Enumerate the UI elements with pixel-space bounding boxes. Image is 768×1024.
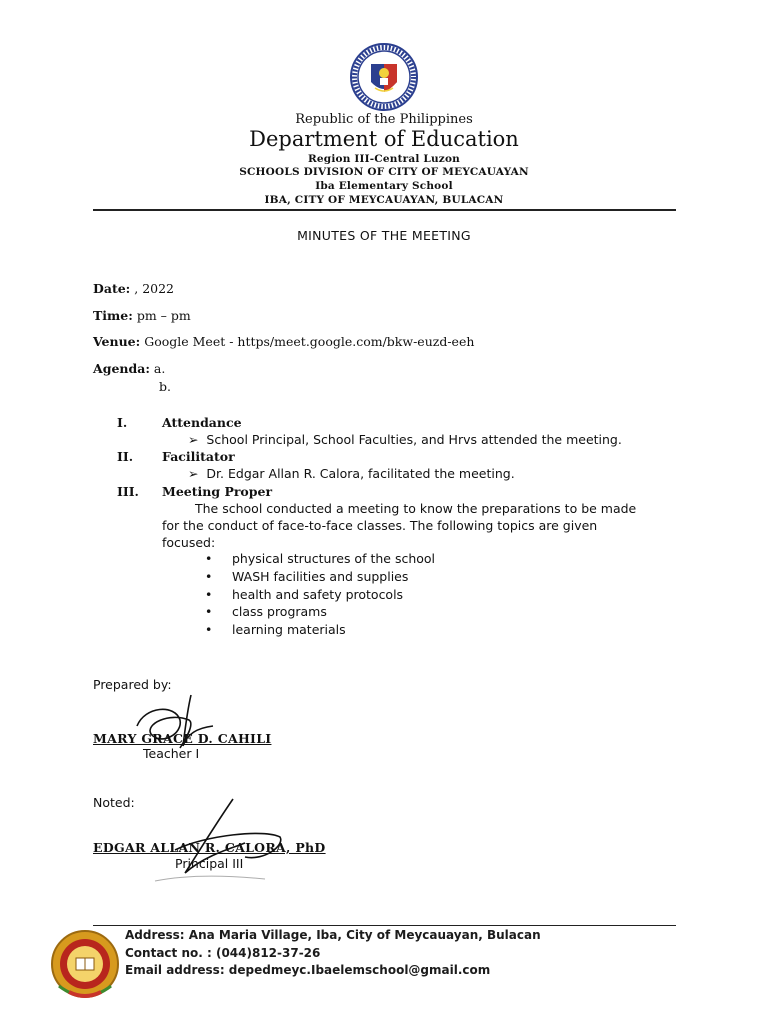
section-numeral-1: I. xyxy=(117,415,128,430)
date-value: , 2022 xyxy=(130,281,175,296)
section-title-attendance: Attendance xyxy=(162,415,242,430)
noted-by-name: EDGAR ALLAN R. CALORA, PhD xyxy=(93,840,326,855)
attendance-item xyxy=(188,432,622,447)
list-item: • WASH facilities and supplies xyxy=(205,569,435,587)
venue-label: Venue: xyxy=(93,334,141,349)
meeting-proper-line-1: The school conducted a meeting to know the preparations to be made xyxy=(195,501,637,516)
prepared-by-role: Teacher I xyxy=(143,746,200,761)
agenda-label: Agenda: xyxy=(93,361,150,376)
department-heading: Department of Education xyxy=(249,127,519,151)
division-heading: SCHOOLS DIVISION OF CITY OF MEYCAUAYAN xyxy=(239,166,529,178)
school-address-heading: IBA, CITY OF MEYCAUAYAN, BULACAN xyxy=(264,194,504,206)
school-badge-logo xyxy=(47,928,123,1004)
document-title: MINUTES OF THE MEETING xyxy=(297,228,471,243)
attendance-text: School Principal, School Faculties, and Hrvs attended the meeting. xyxy=(206,432,622,447)
school-heading: Iba Elementary School xyxy=(315,180,453,192)
header-divider xyxy=(93,209,676,211)
prepared-by-name: MARY GRACE D. CAHILI xyxy=(93,731,272,746)
facilitator-item xyxy=(188,466,515,481)
noted-by-role: Principal III xyxy=(175,856,244,871)
venue-value: Google Meet - https/meet.google.com/bkw-euzd-eeh xyxy=(140,334,475,349)
prepared-by-label: Prepared by: xyxy=(93,677,172,692)
date-field xyxy=(93,281,174,296)
venue-field xyxy=(93,334,474,349)
time-label: Time: xyxy=(93,308,133,323)
footer-divider xyxy=(93,925,676,926)
noted-label: Noted: xyxy=(93,795,135,810)
agenda-field xyxy=(93,361,165,376)
time-field xyxy=(93,308,191,323)
section-numeral-3: III. xyxy=(117,484,139,499)
deped-seal-logo xyxy=(347,42,421,112)
list-item: • physical structures of the school xyxy=(205,551,435,569)
section-title-meeting-proper: Meeting Proper xyxy=(162,484,273,499)
arrow-bullet-icon: ➢ xyxy=(188,432,207,447)
footer-contact: Contact no. : (044)812-37-26 xyxy=(125,946,321,960)
agenda-item-a: a. xyxy=(149,361,166,376)
topic-list xyxy=(205,551,435,640)
footer-address: Address: Ana Maria Village, Iba, City of Meycauayan, Bulacan xyxy=(125,928,541,942)
republic-heading: Republic of the Philippines xyxy=(295,112,473,127)
region-heading: Region III-Central Luzon xyxy=(307,153,461,165)
time-value: pm – pm xyxy=(132,308,191,323)
meeting-proper-line-3: focused: xyxy=(162,535,216,550)
facilitator-text: Dr. Edgar Allan R. Calora, facilitated the meeting. xyxy=(206,466,515,481)
list-item: • class programs xyxy=(205,604,435,622)
section-numeral-2: II. xyxy=(117,449,134,464)
arrow-bullet-icon: ➢ xyxy=(188,466,207,481)
date-label: Date: xyxy=(93,281,131,296)
agenda-item-b: b. xyxy=(159,379,171,394)
footer-email: Email address: depedmeyc.Ibaelemschool@gmail.com xyxy=(125,963,491,977)
section-title-facilitator: Facilitator xyxy=(162,449,235,464)
list-item: • health and safety protocols xyxy=(205,587,435,605)
meeting-proper-line-2: for the conduct of face-to-face classes. The following topics are given xyxy=(162,518,598,533)
list-item: • learning materials xyxy=(205,622,435,640)
